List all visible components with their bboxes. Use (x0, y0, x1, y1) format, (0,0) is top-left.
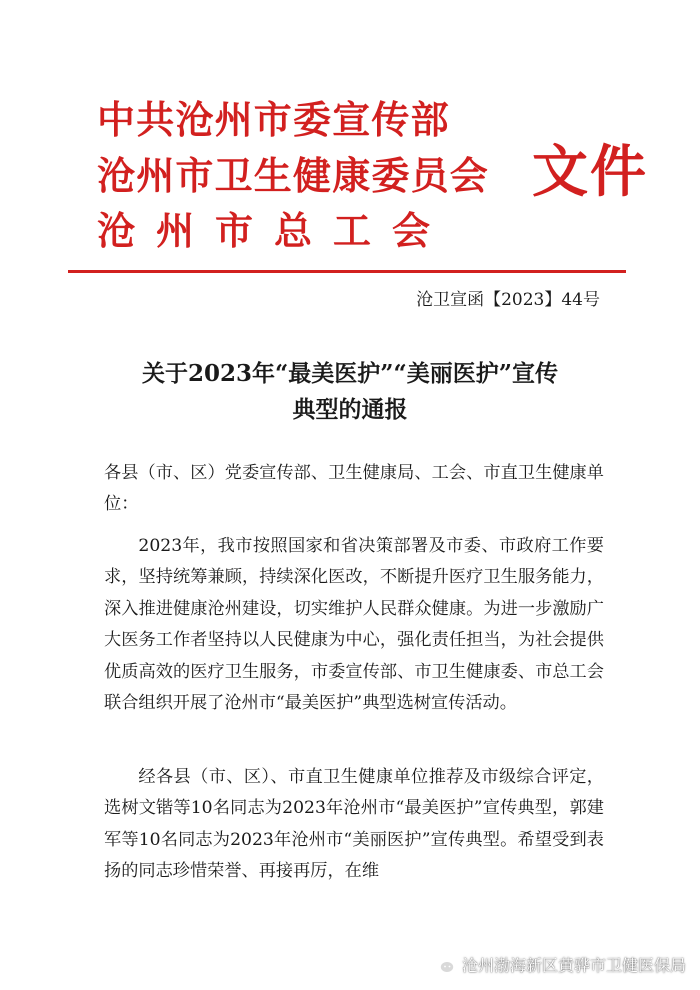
watermark-text: 沧州渤海新区黄骅市卫健医保局 (461, 956, 686, 975)
document-type-label: 文件 (532, 139, 648, 205)
wechat-watermark (430, 953, 686, 976)
issuing-org-3: 沧州市总工会 (97, 208, 452, 253)
wechat-icon (430, 954, 456, 976)
salutation: 各县（市、区）党委宣传部、卫生健康局、工会、市直卫生健康单位： (104, 463, 604, 515)
body-paragraph-1: 2023年，我市按照国家和省决策部署及市委、市政府工作要求，坚持统筹兼顾，持续深化医改，不断提升医疗卫生服务能力，深入推进健康沧州建设，切实维护人民群众健康。为进一步激励广大医务工作者坚持以人民健康为中心，强化责任担当，为社会提供优质高效的医疗卫生服务，市委宣传部、市卫生健康委、市总工会联合组织开展了沧州市“最美医护”典型选树宣传活动。 (104, 536, 604, 714)
body-paragraph-2: 经各县（市、区）、市直卫生健康单位推荐及市级综合评定，选树文锴等10名同志为2023年沧州市“最美医护”宣传典型，郭建军等10名同志为2023年沧州市“美丽医护”宣传典型。希望受到表扬的同志珍惜荣誉、再接再厉，在维 (104, 767, 604, 882)
document-title-line-2: 典型的通报 (292, 396, 408, 423)
document-header (0, 0, 700, 260)
red-divider-line (68, 270, 626, 273)
document-number: 沧卫宣函【2023】44号 (416, 290, 600, 310)
issuing-org-1: 中共沧州市委宣传部 (97, 97, 450, 142)
issuing-org-2: 沧州市卫生健康委员会 (97, 153, 490, 198)
document-title-line-1: 关于2023年“最美医护”“美丽医护”宣传 (142, 360, 558, 387)
